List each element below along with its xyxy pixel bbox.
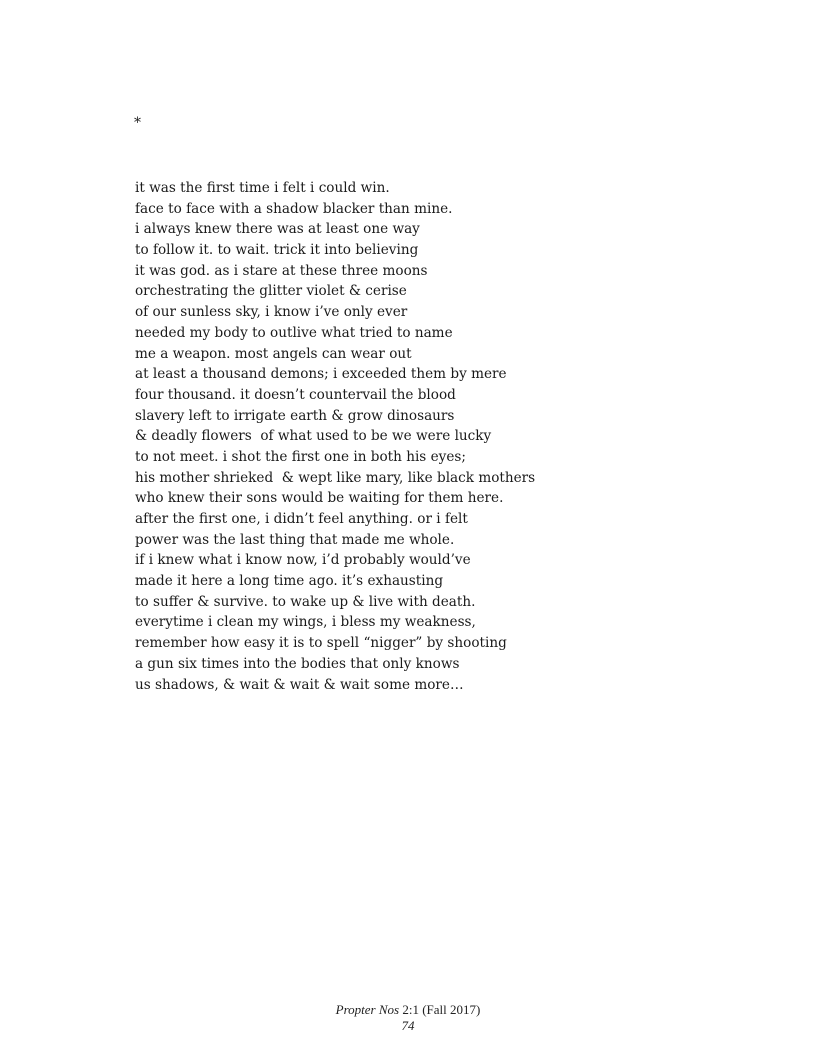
poem-line: to suffer & survive. to wake up & live with death.	[135, 593, 476, 610]
poem-line: us shadows, & wait & wait & wait some more…	[135, 676, 464, 693]
issue-info: 2:1 (Fall 2017)	[399, 1002, 481, 1017]
poem-line: a gun six times into the bodies that only knows	[135, 655, 460, 672]
poem-line: his mother shrieked & wept like mary, like black mothers	[135, 469, 536, 486]
poem-line: if i knew what i know now, i’d probably would’ve	[135, 552, 471, 569]
poem-line: me a weapon. most angels can wear out	[135, 345, 412, 362]
poem-line: it was god. as i stare at these three moons	[135, 262, 428, 279]
poem-line: who knew their sons would be waiting for them here.	[135, 490, 504, 507]
poem-line: i always knew there was at least one way	[135, 221, 420, 238]
poem-line: needed my body to outlive what tried to name	[135, 324, 453, 341]
page-footer	[0, 1002, 816, 1034]
poem-line: & deadly flowers of what used to be we were lucky	[135, 428, 492, 445]
poem-line: face to face with a shadow blacker than mine.	[135, 200, 453, 217]
poem-line: it was the first time i felt i could win.	[135, 180, 390, 196]
poem-line: orchestrating the glitter violet & cerise	[135, 283, 407, 300]
poem-line: made it here a long time ago. it’s exhausting	[135, 573, 444, 590]
poem-line: to follow it. to wait. trick it into believing	[135, 242, 419, 259]
poem-line: four thousand. it doesn’t countervail the blood	[135, 386, 456, 403]
poem-line: at least a thousand demons; i exceeded them by mere	[135, 366, 507, 383]
journal-title: Propter Nos	[335, 1002, 400, 1017]
poem-line: slavery left to irrigate earth & grow dinosaurs	[135, 407, 455, 424]
section-marker: *	[134, 115, 141, 131]
poem-line: everytime i clean my wings, i bless my weakness,	[135, 614, 476, 631]
poem-line: to not meet. i shot the first one in both his eyes;	[135, 448, 466, 465]
poem-line: of our sunless sky, i know i’ve only ever	[135, 304, 408, 321]
poem-body	[135, 178, 695, 695]
page-number: 74	[401, 1018, 415, 1033]
poem-line: remember how easy it is to spell “nigger” by shooting	[135, 635, 507, 652]
poem-line: power was the last thing that made me whole.	[135, 531, 455, 548]
poem-line: after the first one, i didn’t feel anything. or i felt	[135, 511, 468, 527]
